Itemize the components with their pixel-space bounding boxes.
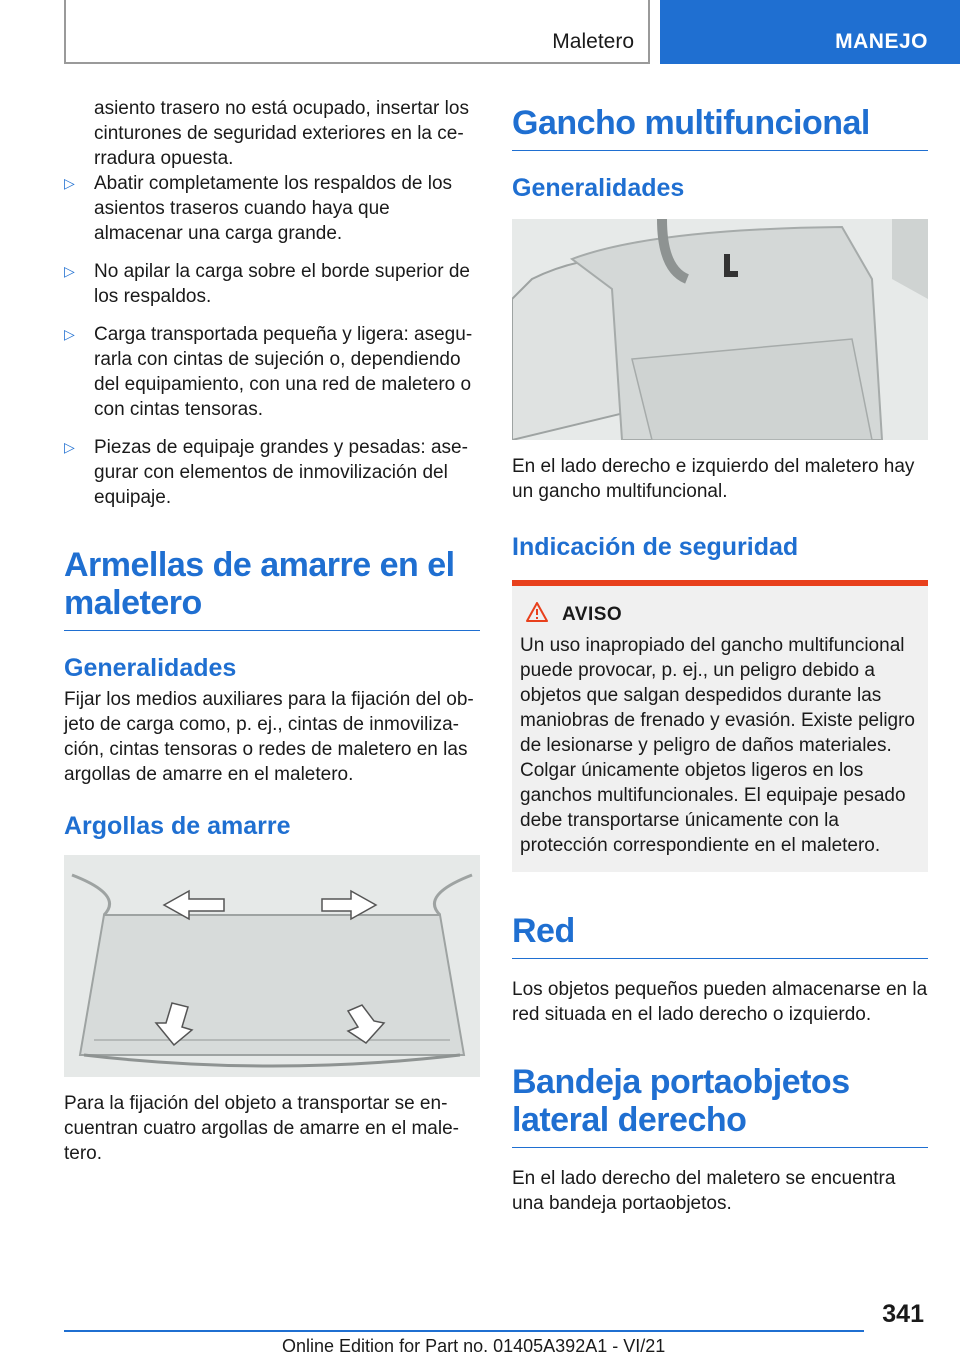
heading-generalidades-right: Generalidades [512, 174, 685, 202]
right-column [512, 104, 928, 1216]
list-item [64, 259, 480, 309]
paragraph-gancho: En el lado derecho e izquierdo del maletero hay un gancho multifuncional. [512, 456, 915, 502]
triangle-right-icon: ▷ [64, 263, 75, 279]
list-item-text: Carga transportada pequeña y ligera: asegurarla con cintas de sujeción o, dependiendo del equipamiento, con una red de maletero o con cintas tensoras. [94, 324, 473, 420]
triangle-right-icon: ▷ [64, 175, 75, 191]
list-item-text: Abatir completamente los respaldos de los asientos traseros cuando haya que almacenar una carga grande. [94, 173, 453, 244]
left-column [64, 96, 480, 1166]
header-chapter-tab[interactable] [660, 0, 960, 64]
trunk-lashing-eyes-image [64, 855, 480, 1077]
heading-bandeja: Bandeja portaobjetos lateral derecho [512, 1063, 928, 1148]
warning-title: AVISO [562, 603, 623, 625]
paragraph-red: Los objetos pequeños pueden almacenarse en la red situada en el lado derecho o izquierdo. [512, 979, 928, 1025]
paragraph-bandeja: En el lado derecho del maletero se encuentra una bandeja portaobjetos. [512, 1168, 896, 1214]
heading-armellas: Armellas de amarre en el maletero [64, 546, 480, 631]
paragraph-argollas: Para la fijación del objeto a transportar se encuentran cuatro argollas de amarre en el maletero. [64, 1093, 459, 1164]
warning-triangle-icon [526, 602, 548, 627]
warning-text: Un uso inapropiado del gancho multifuncional puede provocar, p. ej., un peligro debido a objetos que salgan despedidos durante las maniobras de frenado y evasión. Existe peligro de lesionarse y peligro de daños materiales. Colgar únicamente objetos ligeros en los ganchos multifuncionales. El equipaje pesado debe transportarse únicamente con la protección correspondiente en el maletero. [520, 635, 916, 856]
bullet-continuation: asiento trasero no está ocupado, insertar los cinturones de seguridad exteriores en la cerradura opuesta. [94, 98, 469, 169]
list-item [64, 171, 480, 246]
footer-edition: Online Edition for Part no. 01405A392A1 - VI/21 [282, 1336, 666, 1356]
heading-red: Red [512, 912, 928, 959]
warning-header [520, 602, 920, 627]
footer-divider [64, 1330, 864, 1332]
list-item-text: Piezas de equipaje grandes y pesadas: asegurar con elementos de inmovilización del equipaje. [94, 437, 468, 508]
multifunction-hook-image [512, 219, 928, 440]
header-section-box [64, 0, 650, 64]
heading-generalidades-left: Generalidades [64, 654, 237, 682]
header-chapter-title: MANEJO [835, 30, 928, 53]
list-item [64, 322, 480, 422]
header-section-title: Maletero [552, 30, 634, 53]
heading-gancho: Gancho multifuncional [512, 104, 928, 151]
page-number: 341 [882, 1300, 924, 1328]
paragraph-generalidades-left: Fijar los medios auxiliares para la fijación del objeto de carga como, p. ej., cintas de inmovilización, cintas tensoras o redes de maletero en las argollas de amarre en el maletero. [64, 689, 474, 785]
warning-box [512, 580, 928, 872]
list-item-text: No apilar la carga sobre el borde superior de los respaldos. [94, 261, 470, 307]
triangle-right-icon: ▷ [64, 326, 75, 342]
heading-argollas: Argollas de amarre [64, 812, 291, 840]
list-item [64, 435, 480, 510]
heading-seguridad: Indicación de seguridad [512, 533, 799, 561]
triangle-right-icon: ▷ [64, 439, 75, 455]
